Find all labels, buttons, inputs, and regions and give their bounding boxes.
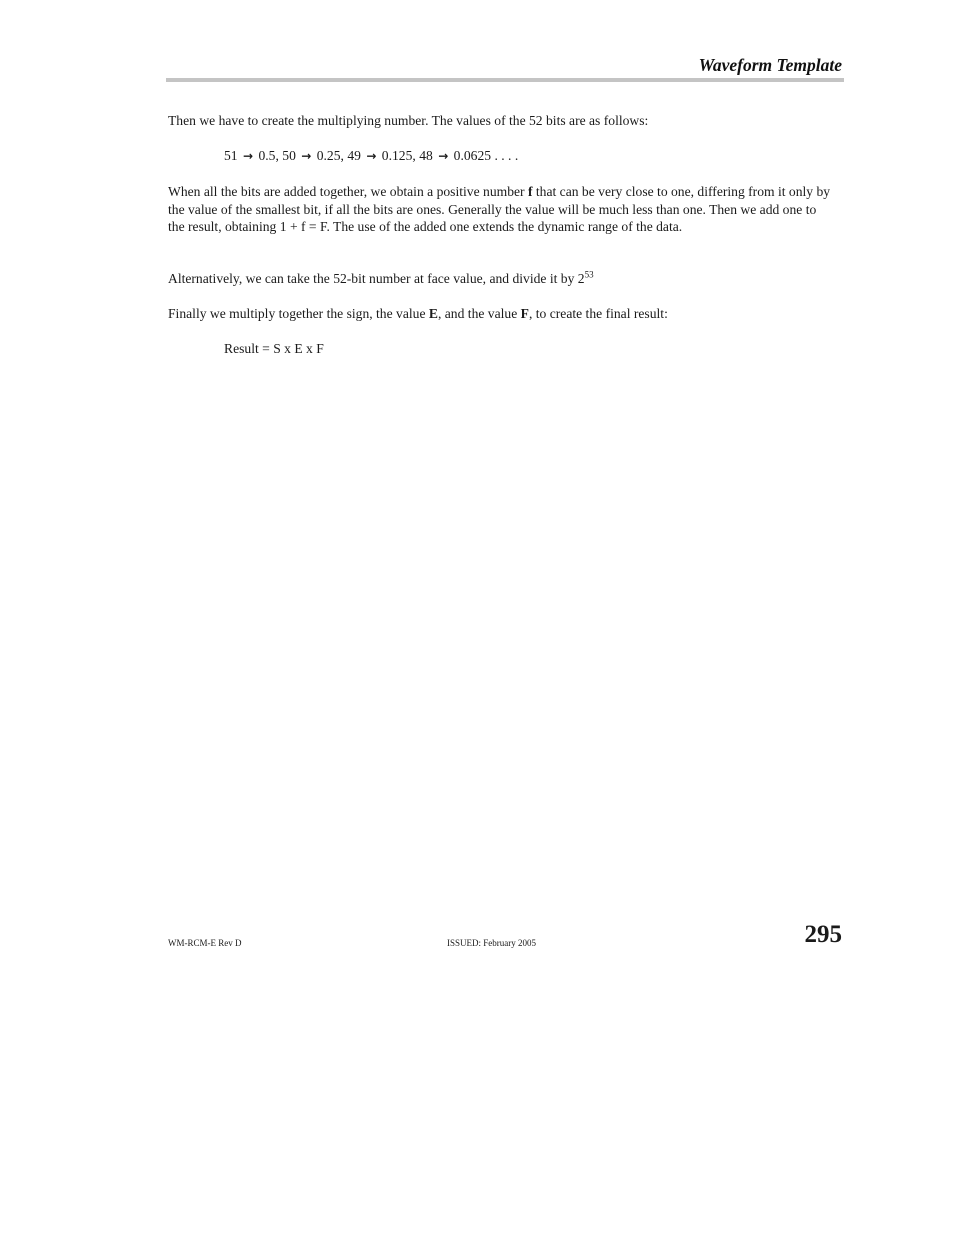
bit-value: 0.5, [258, 148, 279, 163]
paragraph-intro: Then we have to create the multiplying number. The values of the 52 bits are as follows: [168, 113, 649, 128]
bit-label: 48 [419, 148, 433, 163]
bit-value: 0.0625 . . . . [453, 148, 519, 163]
bold-e: E [428, 306, 438, 321]
footer-issued: ISSUED: February 2005 [447, 938, 536, 948]
paragraph-final [168, 305, 836, 323]
bit-values-line [224, 147, 892, 166]
page-header-title: Waveform Template [698, 55, 842, 75]
result-formula: Result = S x E x F [224, 341, 324, 356]
bit-label: 51 [224, 148, 238, 163]
page-number: 295 [804, 921, 842, 948]
exponent: 53 [584, 269, 594, 280]
bit-value: 0.25, [316, 148, 344, 163]
arrow-right-icon: → [243, 149, 254, 163]
text-run: Alternatively, we can take the 52-bit number at face value, and divide it by 2 [168, 271, 585, 286]
bold-f: f [527, 184, 533, 199]
footer-doc-id: WM-RCM-E Rev D [168, 938, 242, 948]
arrow-right-icon: → [366, 149, 377, 163]
arrow-right-icon: → [438, 149, 449, 163]
bit-label: 50 [282, 148, 296, 163]
arrow-right-icon: → [301, 149, 312, 163]
bold-f-upper: F [520, 306, 529, 321]
paragraph-alternative [168, 270, 836, 288]
text-run: When all the bits are added together, we obtain a positive number [168, 184, 528, 199]
paragraph-bits-sum [168, 183, 836, 236]
text-run: that can be very close to one, differing from it only by the value of the smallest bit, if all the bits are ones. Generally the value will be much less than one. Then we add one to the result, obtaining 1 + f = F. The use of the added one extends the dynamic range of the data. [168, 184, 831, 234]
header-rule [166, 78, 844, 82]
text-run: Finally we multiply together the sign, the value [168, 306, 429, 321]
bit-value: 0.125, [381, 148, 416, 163]
text-run: , and the value [437, 306, 521, 321]
text-run: , to create the final result: [528, 306, 668, 321]
bit-label: 49 [347, 148, 361, 163]
